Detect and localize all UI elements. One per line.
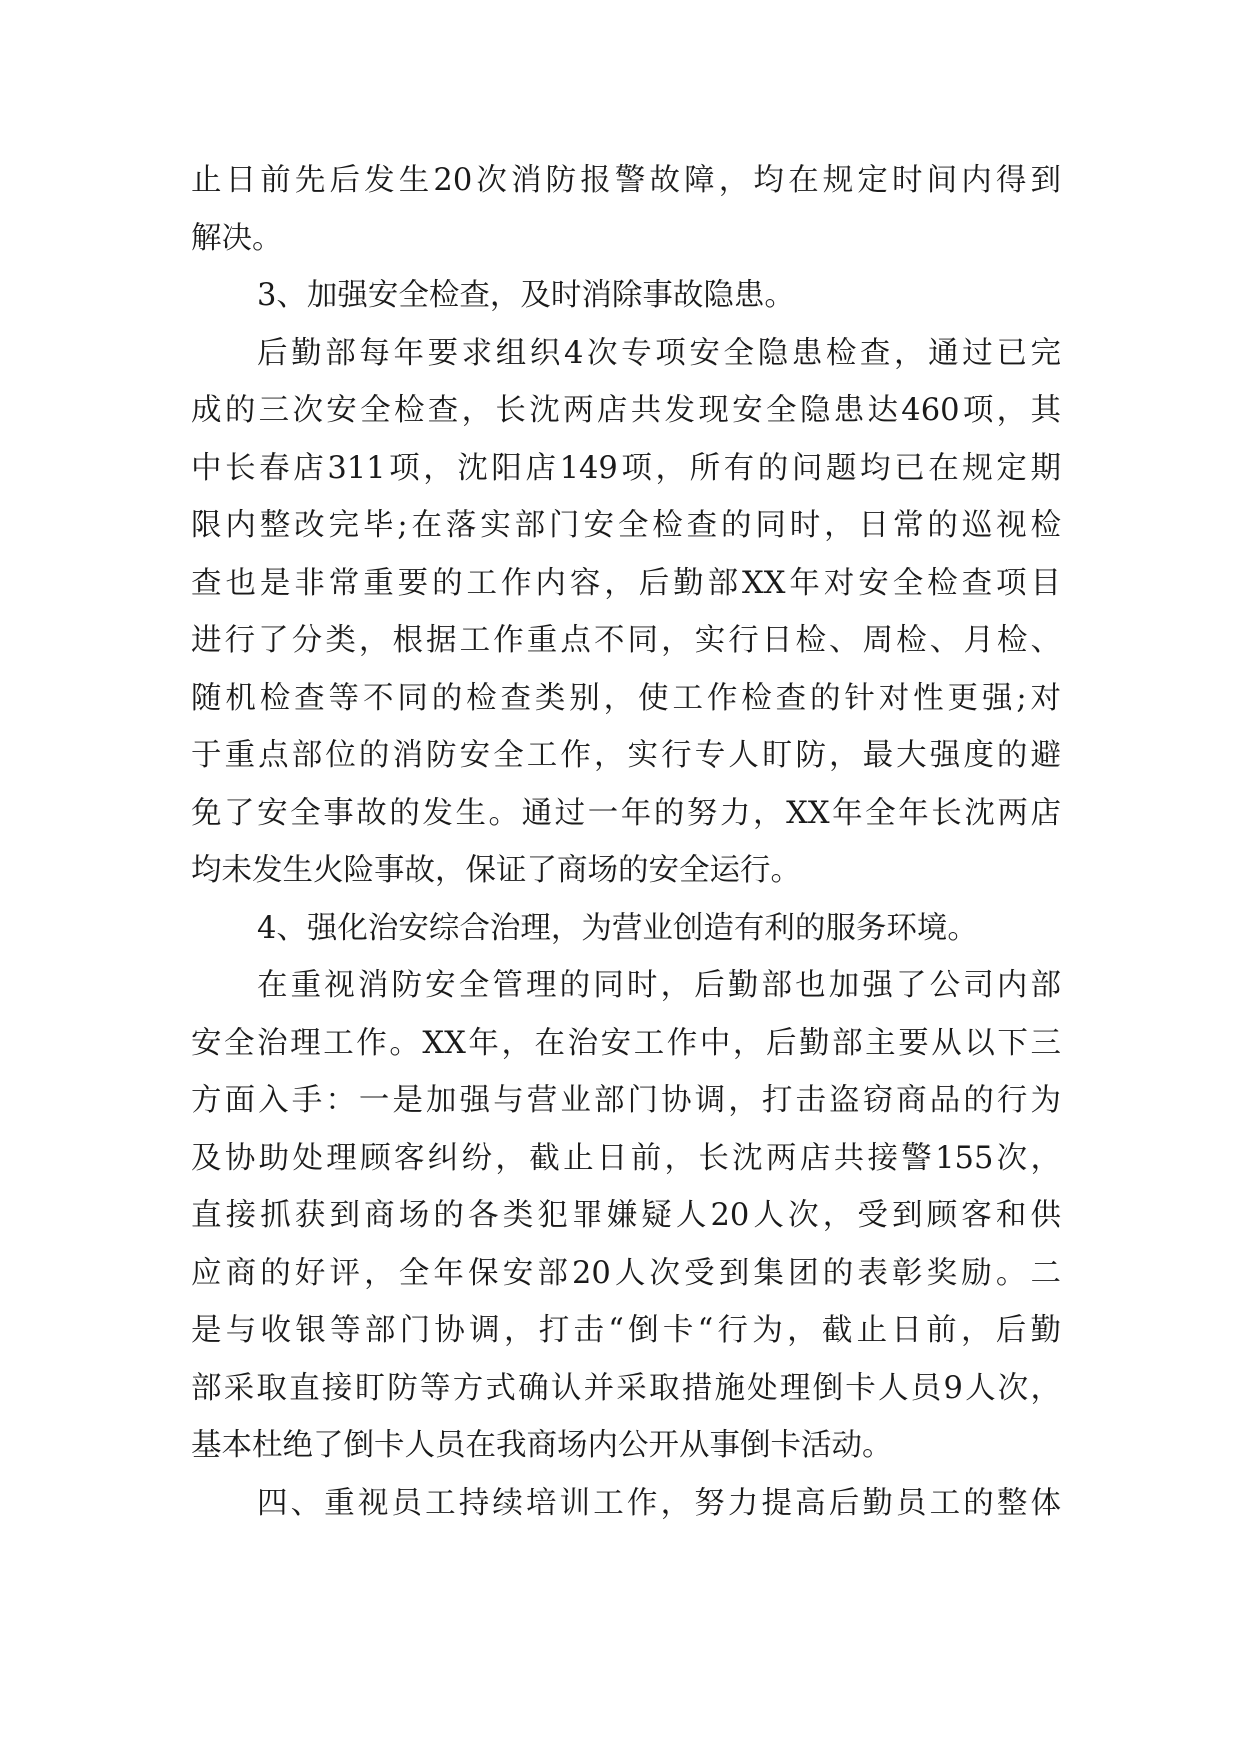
text-line: 是与收银等部门协调，打击“倒卡“行为，截止日前，后勤 [191,1313,1061,1348]
text-line: 止日前先后发生20次消防报警故障，均在规定时间内得到 [191,163,1061,198]
body-text [191,152,1061,1532]
text-line: 3、加强安全检查，及时消除事故隐患。 [257,278,795,313]
text-line: 随机检查等不同的检查类别，使工作检查的针对性更强;对 [191,680,1061,716]
text-line: 均未发生火险事故，保证了商场的安全运行。 [191,853,801,888]
text-line: 基本杜绝了倒卡人员在我商场内公开从事倒卡活动。 [191,1428,893,1463]
text-line: 及协助处理顾客纠纷，截止日前，长沈两店共接警155次， [191,1140,1061,1176]
text-line: 4、强化治安综合治理，为营业创造有利的服务环境。 [257,910,978,946]
text-line: 成的三次安全检查，长沈两店共发现安全隐患达460项，其 [191,393,1061,428]
text-line: 于重点部位的消防安全工作，实行专人盯防，最大强度的避 [191,738,1061,773]
text-line: 安全治理工作。XX年，在治安工作中，后勤部主要从以下三 [191,1025,1061,1061]
text-line: 在重视消防安全管理的同时，后勤部也加强了公司内部 [257,968,1061,1003]
text-line: 四、重视员工持续培训工作，努力提高后勤员工的整体 [257,1485,1061,1521]
text-line: 方面入手：一是加强与营业部门协调，打击盗窃商品的行为 [191,1083,1061,1118]
text-line: 解决。 [191,220,283,256]
text-line: 部采取直接盯防等方式确认并采取措施处理倒卡人员9人次， [191,1370,1061,1406]
text-line: 免了安全事故的发生。通过一年的努力，XX年全年长沈两店 [191,795,1061,831]
text-line: 限内整改完毕;在落实部门安全检查的同时，日常的巡视检 [191,508,1061,543]
text-line: 后勤部每年要求组织4次专项安全隐患检查，通过已完 [257,335,1061,371]
text-line: 直接抓获到商场的各类犯罪嫌疑人20人次，受到顾客和供 [191,1198,1061,1233]
text-line: 应商的好评，全年保安部20人次受到集团的表彰奖励。二 [191,1255,1061,1291]
text-line: 进行了分类，根据工作重点不同，实行日检、周检、月检、 [191,623,1061,658]
text-line: 中长春店311项，沈阳店149项，所有的问题均已在规定期 [191,450,1061,486]
text-line: 查也是非常重要的工作内容，后勤部XX年对安全检查项目 [191,565,1061,601]
